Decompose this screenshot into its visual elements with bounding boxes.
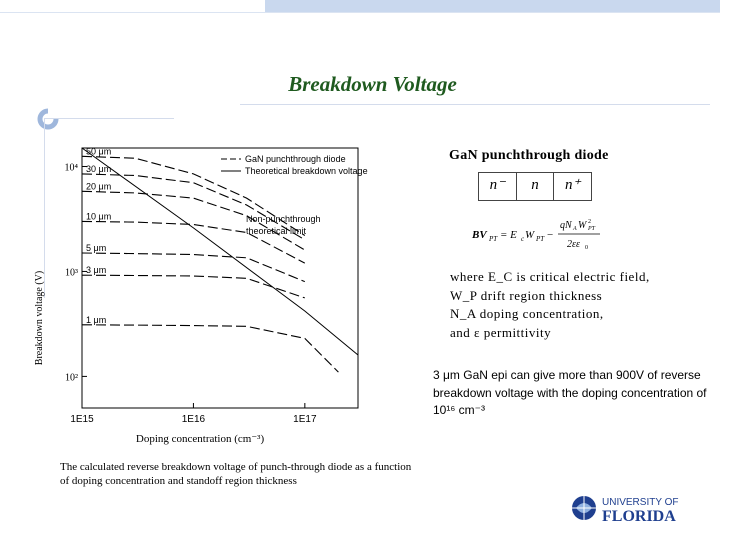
logo-line-university: UNIVERSITY OF: [602, 497, 679, 508]
series-label: 1 μm: [86, 314, 107, 325]
series-label: 30 μm: [86, 163, 112, 174]
series-label: 50 μm: [86, 146, 112, 157]
note-line: where E_C is critical electric field,: [450, 269, 650, 284]
breakdown-voltage-chart: [34, 140, 380, 452]
series-label: 5 μm: [86, 242, 107, 253]
y-axis-label: Breakdown voltage (V): [34, 270, 45, 366]
chart-caption: The calculated reverse breakdown voltage of punch-through diode as a function of doping concentration and standoff region thickness: [60, 461, 412, 487]
note-line: N_A doping concentration,: [450, 306, 604, 321]
svg-text:W: W: [525, 229, 535, 241]
svg-text:PT: PT: [588, 226, 596, 232]
x-tick-label: 1E15: [70, 414, 94, 425]
svg-text:2: 2: [588, 219, 591, 225]
logo-line-florida: FLORIDA: [602, 508, 676, 525]
breakdown-formula: [470, 214, 610, 252]
series-label: 20 μm: [86, 181, 112, 192]
svg-text:W: W: [578, 220, 587, 231]
top-accent-bar: [265, 0, 720, 12]
svg-text:= E: = E: [500, 229, 517, 241]
plot-frame: [82, 148, 358, 408]
layer-n-minus: n⁻: [489, 177, 506, 193]
legend-entry: Theoretical breakdown voltage: [245, 166, 368, 176]
svg-text:A: A: [573, 226, 577, 232]
y-tick-label: 10²: [65, 372, 78, 384]
y-tick-label: 10⁴: [64, 162, 78, 174]
series-line: [82, 325, 338, 372]
layer-stack: [478, 172, 592, 201]
x-tick-label: 1E17: [293, 414, 317, 425]
svg-text:−: −: [547, 229, 554, 241]
note-line: and ε permittivity: [450, 324, 552, 340]
top-rule: [0, 12, 720, 13]
title-rule: [240, 104, 710, 105]
slide-title: Breakdown Voltage: [288, 72, 457, 96]
annotation-line: Non-punchthrough: [246, 214, 321, 224]
series-line: [82, 148, 358, 355]
university-of-florida-logo: [572, 493, 692, 523]
series-label: 3 μm: [86, 265, 107, 276]
annotation-line: theoretical limit: [246, 226, 307, 236]
y-tick-label: 10³: [65, 267, 78, 279]
series-line: [82, 253, 305, 282]
svg-text:2εε: 2εε: [567, 239, 580, 250]
summary-text: 3 μm GaN epi can give more than 900V of reverse breakdown voltage with the doping concentration of 10¹⁶ cm⁻³: [433, 368, 707, 417]
x-tick-label: 1E16: [181, 414, 206, 425]
svg-text:PT: PT: [536, 235, 545, 243]
series-label: 10 μm: [86, 211, 112, 222]
layer-n-plus: n⁺: [553, 173, 591, 200]
svg-text:PT: PT: [489, 235, 498, 243]
x-axis-label: Doping concentration (cm⁻³): [135, 433, 265, 445]
layer-n: n: [516, 173, 554, 200]
note-line: W_P drift region thickness: [450, 287, 603, 303]
svg-text:c: c: [521, 235, 525, 243]
formula-notes: [450, 268, 650, 342]
decorative-rule-horizontal: [44, 118, 174, 119]
diagram-title: GaN punchthrough diode: [449, 148, 609, 163]
svg-text:0: 0: [585, 245, 588, 251]
svg-text:qN: qN: [560, 220, 572, 231]
svg-text:BV: BV: [472, 229, 487, 241]
decorative-swirl-icon: [37, 108, 59, 130]
legend-entry: GaN punchthrough diode: [245, 154, 346, 164]
